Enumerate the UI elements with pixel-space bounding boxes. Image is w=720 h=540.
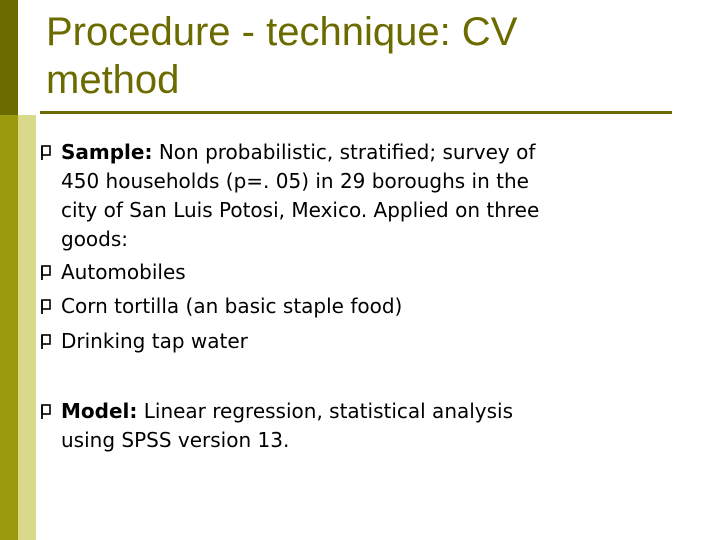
sample-text-2: 450 households (p=. 05) in 29 boroughs in the <box>61 169 529 193</box>
title-line-2: method <box>46 58 180 102</box>
p-bullet-icon <box>40 265 52 281</box>
sample-text-3: city of San Luis Potosi, Mexico. Applied on three <box>61 198 540 222</box>
sample-label: Sample: <box>61 140 153 164</box>
left-accent-bar-light <box>18 115 36 540</box>
model-label: Model: <box>61 399 138 423</box>
p-bullet-icon <box>40 334 52 350</box>
sample-text-1: Non probabilistic, stratified; survey of <box>152 140 536 164</box>
model-text-1: Linear regression, statistical analysis <box>137 399 514 423</box>
sample-bullet-line-1 <box>61 138 535 167</box>
p-bullet-icon <box>40 145 52 161</box>
automobiles-item: Automobiles <box>61 260 186 284</box>
left-accent-bar-dark <box>0 0 18 115</box>
p-bullet-icon <box>40 299 52 315</box>
model-text-2: using SPSS version 13. <box>61 428 290 452</box>
title-line-1: Procedure - technique: CV <box>46 10 518 54</box>
p-bullet-icon <box>40 404 52 420</box>
slide-title <box>46 8 686 104</box>
left-accent-bar-mid <box>0 115 18 540</box>
title-divider <box>40 111 672 114</box>
corn-tortilla-item: Corn tortilla (an basic staple food) <box>61 294 403 318</box>
model-bullet-line-1 <box>61 397 513 426</box>
sample-text-4: goods: <box>61 227 129 251</box>
drinking-water-item: Drinking tap water <box>61 329 248 353</box>
